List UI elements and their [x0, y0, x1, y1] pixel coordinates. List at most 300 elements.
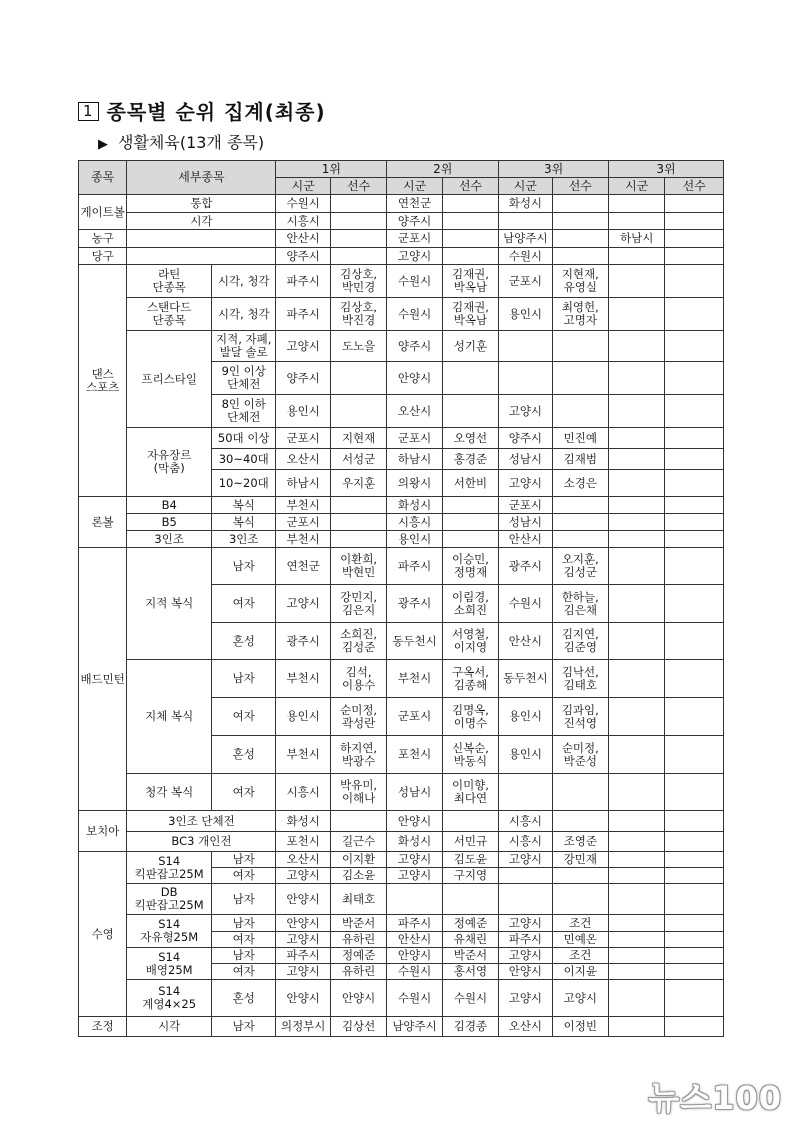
cell-rank3a-city: 수원시 — [499, 248, 552, 265]
cell-rank3b-city — [609, 1017, 665, 1037]
cell-rank2-player: 이림경, 소희진 — [442, 585, 498, 623]
cell-rank3b-city — [609, 585, 665, 623]
cell-rank2-city: 수원시 — [387, 298, 442, 331]
cell-rank3a-player — [552, 248, 608, 265]
cell-rank3b-player — [665, 230, 724, 248]
cell-rank3b-player — [665, 395, 724, 428]
cell-rank3b-city — [609, 514, 665, 531]
cell-rank3b-city — [609, 915, 665, 932]
cell-detail: S14 자유형25M — [127, 915, 212, 948]
cell-detail: 스탠다드 단종목 — [127, 298, 212, 331]
cell-rank2-player: 서영철, 이지영 — [442, 623, 498, 660]
cell-detail: B4 — [127, 497, 212, 514]
cell-rank2-player: 김명옥, 이명수 — [442, 698, 498, 736]
cell-rank3a-player — [552, 811, 608, 832]
header-rank3b: 3위 — [609, 161, 724, 178]
cell-rank3b-player — [665, 362, 724, 395]
table-row — [79, 514, 724, 531]
cell-rank1-player: 김소윤 — [330, 868, 386, 884]
cell-rank2-city: 광주시 — [387, 585, 442, 623]
cell-rank3b-city — [609, 623, 665, 660]
cell-rank2-player: 김재권, 박옥남 — [442, 298, 498, 331]
cell-rank3a-player — [552, 531, 608, 548]
cell-rank2-city: 하남시 — [387, 449, 442, 470]
cell-rank1-city: 안양시 — [276, 915, 330, 932]
cell-rank3b-player — [665, 248, 724, 265]
cell-rank2-city: 안산시 — [387, 932, 442, 948]
cell-rank1-city: 시흥시 — [276, 213, 330, 230]
cell-rank2-player: 성기훈 — [442, 331, 498, 362]
cell-rank2-player: 오영선 — [442, 428, 498, 449]
cell-category: 여자 — [212, 964, 276, 980]
cell-rank3b-player — [665, 932, 724, 948]
cell-rank1-city: 고양시 — [276, 585, 330, 623]
cell-rank3b-city — [609, 868, 665, 884]
cell-rank3a-city: 군포시 — [499, 265, 552, 298]
header-detail: 세부종목 — [127, 161, 276, 195]
cell-rank1-player: 유하린 — [330, 964, 386, 980]
cell-rank2-player: 신복순, 박동식 — [442, 736, 498, 774]
header-player: 선수 — [442, 178, 498, 195]
cell-rank1-city: 시흥시 — [276, 774, 330, 811]
cell-rank3a-player — [552, 213, 608, 230]
header-city: 시군 — [609, 178, 665, 195]
cell-category: 8인 이하 단체전 — [212, 395, 276, 428]
cell-rank3a-city: 고양시 — [499, 470, 552, 497]
cell-rank2-city: 양주시 — [387, 331, 442, 362]
cell-rank1-player: 유하린 — [330, 932, 386, 948]
cell-category: 3인조 — [212, 531, 276, 548]
cell-rank2-city: 안양시 — [387, 811, 442, 832]
cell-rank3b-player — [665, 548, 724, 585]
cell-rank2-player — [442, 195, 498, 213]
cell-category: 남자 — [212, 548, 276, 585]
cell-rank2-city — [387, 884, 442, 915]
cell-rank3a-player: 조건 — [552, 948, 608, 964]
cell-rank3a-city: 안산시 — [499, 623, 552, 660]
cell-category: 남자 — [212, 948, 276, 964]
cell-rank1-player: 박유미, 이해나 — [330, 774, 386, 811]
cell-rank2-city: 수원시 — [387, 265, 442, 298]
cell-rank2-player: 박준서 — [442, 948, 498, 964]
cell-category: 10~20대 — [212, 470, 276, 497]
cell-rank1-player: 정예준 — [330, 948, 386, 964]
cell-rank2-player: 이승민, 정명재 — [442, 548, 498, 585]
cell-rank1-city: 수원시 — [276, 195, 330, 213]
cell-rank2-city: 고양시 — [387, 852, 442, 868]
cell-event: 당구 — [79, 248, 127, 265]
cell-rank2-city: 파주시 — [387, 548, 442, 585]
cell-rank2-player: 정예준 — [442, 915, 498, 932]
table-row — [79, 884, 724, 915]
cell-rank3a-player — [552, 514, 608, 531]
cell-detail: 프리스타일 — [127, 331, 212, 428]
cell-detail: B5 — [127, 514, 212, 531]
cell-rank3b-player — [665, 497, 724, 514]
cell-rank1-city: 안산시 — [276, 230, 330, 248]
cell-detail: S14 배영25M — [127, 948, 212, 980]
cell-rank3a-city: 시흥시 — [499, 811, 552, 832]
cell-rank3b-city — [609, 248, 665, 265]
cell-rank1-player — [330, 362, 386, 395]
cell-rank2-player — [442, 884, 498, 915]
cell-rank3b-city — [609, 660, 665, 698]
cell-rank1-player: 순미정, 곽성란 — [330, 698, 386, 736]
cell-category: 남자 — [212, 1017, 276, 1037]
cell-rank3a-player — [552, 884, 608, 915]
header-city: 시군 — [387, 178, 442, 195]
cell-event: 댄스 스포츠 — [79, 265, 127, 497]
cell-event: 게이트볼 — [79, 195, 127, 230]
cell-rank3a-player: 고양시 — [552, 980, 608, 1017]
cell-rank1-city: 고양시 — [276, 331, 330, 362]
cell-rank1-city: 양주시 — [276, 362, 330, 395]
cell-rank3a-player — [552, 195, 608, 213]
cell-rank3a-player: 김낙선, 김태호 — [552, 660, 608, 698]
cell-rank3a-city: 파주시 — [499, 932, 552, 948]
cell-rank3b-player — [665, 884, 724, 915]
cell-rank2-player: 서민규 — [442, 832, 498, 852]
cell-rank1-player: 하지연, 박광수 — [330, 736, 386, 774]
cell-rank3a-city: 용인시 — [499, 298, 552, 331]
cell-category: 시각, 청각 — [212, 265, 276, 298]
cell-rank1-player: 김석, 이용수 — [330, 660, 386, 698]
cell-rank3b-city — [609, 497, 665, 514]
cell-rank3a-city — [499, 362, 552, 395]
cell-rank3a-player — [552, 230, 608, 248]
cell-category: 50대 이상 — [212, 428, 276, 449]
cell-rank1-city: 부천시 — [276, 660, 330, 698]
cell-category: 지적, 자폐, 발달 솔로 — [212, 331, 276, 362]
table-row — [79, 248, 724, 265]
cell-rank1-city: 의정부시 — [276, 1017, 330, 1037]
cell-rank1-city: 군포시 — [276, 428, 330, 449]
cell-rank1-city: 파주시 — [276, 948, 330, 964]
table-row — [79, 852, 724, 868]
cell-rank1-player: 최태호 — [330, 884, 386, 915]
cell-rank2-player: 유채린 — [442, 932, 498, 948]
cell-rank1-player: 우지훈 — [330, 470, 386, 497]
cell-rank3a-player: 김과임, 진석영 — [552, 698, 608, 736]
cell-category: 혼성 — [212, 980, 276, 1017]
cell-rank2-city: 군포시 — [387, 428, 442, 449]
cell-rank3b-player — [665, 948, 724, 964]
cell-rank3a-city: 광주시 — [499, 548, 552, 585]
cell-rank3b-player — [665, 852, 724, 868]
cell-rank3a-city: 군포시 — [499, 497, 552, 514]
cell-rank3a-city: 용인시 — [499, 698, 552, 736]
cell-category: 여자 — [212, 868, 276, 884]
cell-rank2-player — [442, 811, 498, 832]
cell-rank3a-city: 화성시 — [499, 195, 552, 213]
cell-rank3b-city — [609, 852, 665, 868]
cell-rank2-player — [442, 362, 498, 395]
cell-rank2-city: 수원시 — [387, 980, 442, 1017]
cell-rank1-city: 양주시 — [276, 248, 330, 265]
cell-rank3b-city — [609, 548, 665, 585]
table-row — [79, 1017, 724, 1037]
cell-detail: 통합 — [127, 195, 276, 213]
cell-rank3a-player: 소경은 — [552, 470, 608, 497]
table-row — [79, 531, 724, 548]
cell-rank2-city: 화성시 — [387, 497, 442, 514]
table-row — [79, 298, 724, 331]
cell-rank1-player: 서성군 — [330, 449, 386, 470]
cell-category: 남자 — [212, 884, 276, 915]
cell-rank1-city: 안양시 — [276, 884, 330, 915]
cell-rank3b-player — [665, 331, 724, 362]
header-rank2: 2위 — [387, 161, 499, 178]
cell-rank2-player — [442, 230, 498, 248]
cell-rank3b-player — [665, 736, 724, 774]
cell-detail: 3인조 단체전 — [127, 811, 276, 832]
cell-rank1-city: 부천시 — [276, 531, 330, 548]
cell-rank3a-city: 용인시 — [499, 736, 552, 774]
cell-rank3a-player: 민진예 — [552, 428, 608, 449]
cell-rank3b-player — [665, 298, 724, 331]
cell-detail: 3인조 — [127, 531, 212, 548]
cell-rank1-city: 파주시 — [276, 265, 330, 298]
cell-rank3b-city — [609, 265, 665, 298]
cell-rank3b-player — [665, 698, 724, 736]
cell-rank3b-player — [665, 428, 724, 449]
cell-rank3a-player — [552, 774, 608, 811]
cell-rank3a-player: 강민재 — [552, 852, 608, 868]
cell-rank2-city: 부천시 — [387, 660, 442, 698]
cell-category: 여자 — [212, 774, 276, 811]
cell-rank2-city: 화성시 — [387, 832, 442, 852]
cell-rank1-city: 오산시 — [276, 852, 330, 868]
cell-rank3a-player: 오지훈, 김성군 — [552, 548, 608, 585]
cell-rank2-city: 남양주시 — [387, 1017, 442, 1037]
cell-rank1-city: 파주시 — [276, 298, 330, 331]
cell-rank2-city: 오산시 — [387, 395, 442, 428]
cell-rank3a-city: 고양시 — [499, 980, 552, 1017]
cell-rank3b-player — [665, 660, 724, 698]
cell-rank1-city: 광주시 — [276, 623, 330, 660]
cell-rank3a-city: 양주시 — [499, 428, 552, 449]
cell-rank3a-player: 조건 — [552, 915, 608, 932]
cell-rank2-player: 김경종 — [442, 1017, 498, 1037]
cell-rank3b-city — [609, 698, 665, 736]
cell-category: 남자 — [212, 660, 276, 698]
cell-rank3a-city: 고양시 — [499, 395, 552, 428]
cell-rank2-player: 이미향, 최다연 — [442, 774, 498, 811]
cell-rank1-player: 이지환 — [330, 852, 386, 868]
cell-detail: S14 계영4×25 — [127, 980, 212, 1017]
cell-rank3a-city: 성남시 — [499, 449, 552, 470]
cell-rank1-city: 안양시 — [276, 980, 330, 1017]
table-row — [79, 660, 724, 698]
cell-rank3b-city — [609, 774, 665, 811]
cell-detail: DB 킥판잡고25M — [127, 884, 212, 915]
header-rank3a: 3위 — [499, 161, 609, 178]
section-subtitle — [98, 130, 264, 153]
cell-category: 혼성 — [212, 623, 276, 660]
cell-rank3b-player — [665, 868, 724, 884]
cell-rank3b-city — [609, 395, 665, 428]
cell-rank2-player: 구옥서, 김종해 — [442, 660, 498, 698]
cell-rank2-player — [442, 531, 498, 548]
cell-rank2-city: 군포시 — [387, 698, 442, 736]
cell-rank2-city: 양주시 — [387, 213, 442, 230]
cell-rank3b-city — [609, 980, 665, 1017]
cell-rank3a-player: 이지윤 — [552, 964, 608, 980]
cell-rank3b-player — [665, 531, 724, 548]
cell-rank3b-city — [609, 449, 665, 470]
cell-detail — [127, 248, 276, 265]
cell-rank1-player — [330, 497, 386, 514]
cell-rank1-player: 이환희, 박현민 — [330, 548, 386, 585]
cell-category: 30~40대 — [212, 449, 276, 470]
cell-rank1-player — [330, 531, 386, 548]
news-logo: 뉴스100 — [648, 1079, 782, 1117]
cell-rank3b-city — [609, 884, 665, 915]
cell-rank1-player — [330, 213, 386, 230]
cell-event: 론볼 — [79, 497, 127, 548]
page-title-text: 종목별 순위 집계(최종) — [106, 100, 326, 124]
cell-rank3a-city: 안산시 — [499, 531, 552, 548]
cell-rank1-player: 김상호, 박민경 — [330, 265, 386, 298]
cell-rank3a-player: 김지연, 김준영 — [552, 623, 608, 660]
cell-rank3b-city — [609, 811, 665, 832]
cell-rank3a-city: 시흥시 — [499, 832, 552, 852]
cell-rank3b-player — [665, 470, 724, 497]
cell-rank3a-city: 성남시 — [499, 514, 552, 531]
ranking-table — [78, 160, 724, 1037]
table-row — [79, 774, 724, 811]
cell-rank3a-player — [552, 331, 608, 362]
cell-rank3b-player — [665, 1017, 724, 1037]
cell-event: 조정 — [79, 1017, 127, 1037]
cell-detail: 라틴 단종목 — [127, 265, 212, 298]
cell-event: 배드민턴 — [79, 548, 127, 811]
cell-rank3b-player — [665, 980, 724, 1017]
cell-rank3b-city — [609, 531, 665, 548]
cell-rank1-player: 길근수 — [330, 832, 386, 852]
cell-rank2-player: 홍서영 — [442, 964, 498, 980]
cell-rank1-player: 강민지, 김은지 — [330, 585, 386, 623]
cell-category: 혼성 — [212, 736, 276, 774]
cell-rank3a-city: 고양시 — [499, 852, 552, 868]
cell-rank1-city: 고양시 — [276, 932, 330, 948]
table-row — [79, 832, 724, 852]
cell-rank2-player: 김도윤 — [442, 852, 498, 868]
cell-detail: 시각 — [127, 1017, 212, 1037]
cell-rank1-player — [330, 230, 386, 248]
cell-rank3b-city — [609, 470, 665, 497]
cell-rank1-player — [330, 195, 386, 213]
cell-rank3b-player — [665, 213, 724, 230]
cell-rank2-city: 수원시 — [387, 964, 442, 980]
table-row — [79, 948, 724, 964]
cell-rank1-player — [330, 811, 386, 832]
cell-rank3b-city — [609, 736, 665, 774]
cell-rank3b-city — [609, 832, 665, 852]
cell-rank1-player: 김상호, 박진경 — [330, 298, 386, 331]
cell-detail: 자유장르 (막춤) — [127, 428, 212, 497]
cell-category: 복식 — [212, 497, 276, 514]
cell-rank3b-city — [609, 932, 665, 948]
cell-rank3a-city: 안양시 — [499, 964, 552, 980]
cell-rank3b-city — [609, 331, 665, 362]
cell-detail: 청각 복식 — [127, 774, 212, 811]
triangle-bullet-icon: ▶ — [98, 137, 108, 152]
ranking-table-body — [79, 195, 724, 1037]
cell-event: 보치아 — [79, 811, 127, 852]
cell-category: 여자 — [212, 932, 276, 948]
cell-rank3a-city — [499, 331, 552, 362]
cell-rank1-city: 하남시 — [276, 470, 330, 497]
cell-rank3b-player — [665, 623, 724, 660]
cell-rank3a-player: 이정빈 — [552, 1017, 608, 1037]
cell-rank2-city: 군포시 — [387, 230, 442, 248]
cell-rank2-city: 고양시 — [387, 868, 442, 884]
cell-category: 여자 — [212, 585, 276, 623]
header-event: 종목 — [79, 161, 127, 195]
cell-detail: S14 킥판잡고25M — [127, 852, 212, 884]
cell-rank3b-player — [665, 915, 724, 932]
cell-rank3a-player — [552, 395, 608, 428]
cell-rank1-player — [330, 514, 386, 531]
section-subtitle-text: 생활체육(13개 종목) — [118, 133, 265, 152]
cell-detail — [127, 230, 276, 248]
cell-rank3a-player: 조영준 — [552, 832, 608, 852]
cell-rank2-city: 고양시 — [387, 248, 442, 265]
cell-category: 남자 — [212, 852, 276, 868]
cell-rank3b-city — [609, 964, 665, 980]
cell-rank3a-player: 민예온 — [552, 932, 608, 948]
cell-category: 시각, 청각 — [212, 298, 276, 331]
cell-rank3b-player — [665, 964, 724, 980]
cell-rank3a-city — [499, 774, 552, 811]
cell-rank3b-player — [665, 265, 724, 298]
cell-event: 농구 — [79, 230, 127, 248]
cell-rank1-player — [330, 248, 386, 265]
cell-rank2-player: 홍경준 — [442, 449, 498, 470]
cell-category: 9인 이상 단체전 — [212, 362, 276, 395]
cell-rank3a-player: 최영헌, 고명자 — [552, 298, 608, 331]
cell-rank3a-player: 순미정, 박준성 — [552, 736, 608, 774]
cell-rank3b-player — [665, 585, 724, 623]
header-player: 선수 — [552, 178, 608, 195]
cell-rank3a-player — [552, 362, 608, 395]
cell-detail: BC3 개인전 — [127, 832, 276, 852]
cell-category: 복식 — [212, 514, 276, 531]
cell-rank1-player: 소희진, 김성준 — [330, 623, 386, 660]
cell-rank3b-city — [609, 362, 665, 395]
cell-category: 여자 — [212, 698, 276, 736]
cell-rank2-city: 동두천시 — [387, 623, 442, 660]
cell-rank1-city: 용인시 — [276, 698, 330, 736]
cell-rank1-city: 포천시 — [276, 832, 330, 852]
cell-rank1-city: 용인시 — [276, 395, 330, 428]
cell-detail: 지체 복식 — [127, 660, 212, 774]
table-row — [79, 195, 724, 213]
section-number: 1 — [78, 102, 99, 121]
table-row — [79, 548, 724, 585]
cell-rank2-city: 의왕시 — [387, 470, 442, 497]
cell-rank1-player: 지현재 — [330, 428, 386, 449]
cell-rank3b-player — [665, 514, 724, 531]
cell-rank3a-city: 남양주시 — [499, 230, 552, 248]
table-row — [79, 811, 724, 832]
cell-rank2-player: 서한비 — [442, 470, 498, 497]
cell-rank2-city: 포천시 — [387, 736, 442, 774]
cell-rank3b-city — [609, 213, 665, 230]
cell-rank2-city: 연천군 — [387, 195, 442, 213]
cell-rank3b-city — [609, 948, 665, 964]
